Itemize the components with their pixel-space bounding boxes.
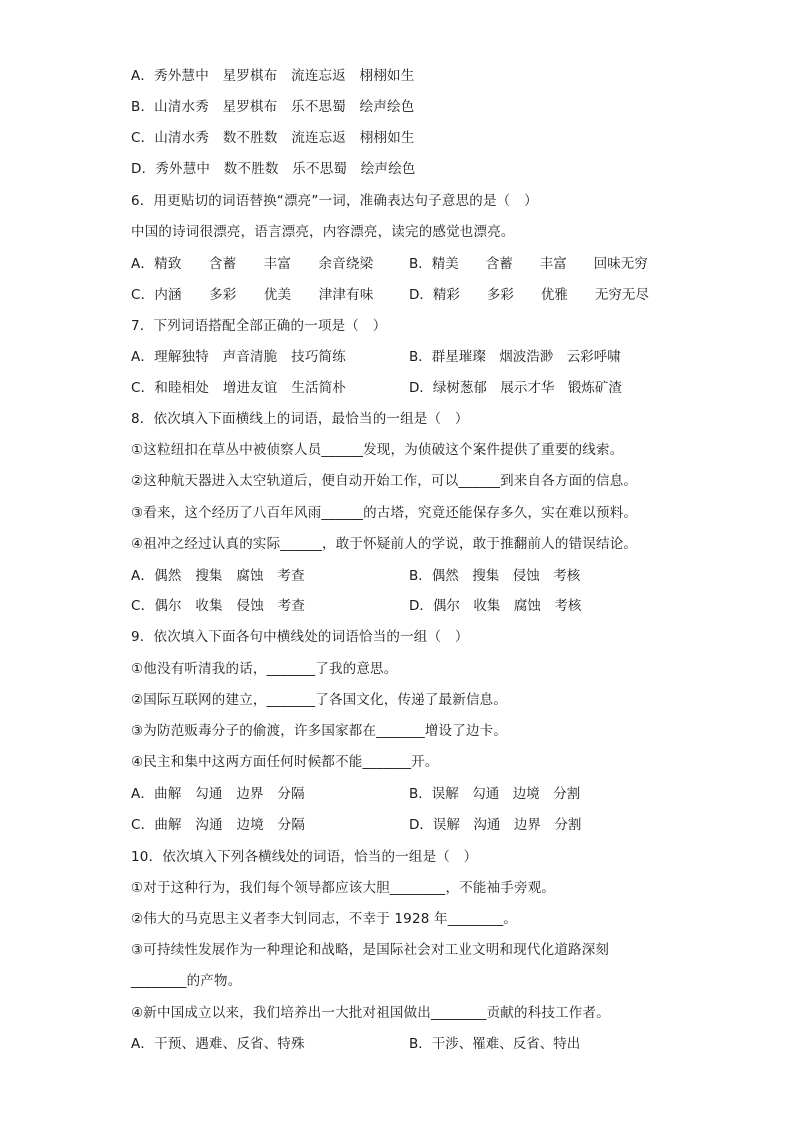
q6-option-c: C．内涵 多彩 优美 津津有味 xyxy=(131,287,374,303)
q8-sentence-3: ③看来，这个经历了八百年风雨______的古塔，究竟还能保存多久，实在难以预料。 xyxy=(131,505,638,521)
q6-sentence: 中国的诗词很漂亮，语言漂亮，内容漂亮，读完的感觉也漂亮。 xyxy=(131,224,515,240)
q9-stem: 9．依次填入下面各句中横线处的词语恰当的一组（ ） xyxy=(131,629,469,645)
q10-sentence-1: ①对于这种行为，我们每个领导都应该大胆________，不能袖手旁观。 xyxy=(131,880,556,896)
q5-option-d: D．秀外慧中 数不胜数 乐不思蜀 绘声绘色 xyxy=(131,161,416,177)
q6-option-b: B．精美 含蓄 丰富 回味无穷 xyxy=(409,256,648,272)
q6-option-d: D．精彩 多彩 优雅 无穷无尽 xyxy=(409,287,649,303)
q6-stem: 6．用更贴切的词语替换“漂亮”一词，准确表达句子意思的是（ ） xyxy=(131,193,538,209)
q5-option-b: B．山清水秀 星罗棋布 乐不思蜀 绘声绘色 xyxy=(131,99,415,115)
q8-option-b: B．偶然 搜集 侵蚀 考核 xyxy=(409,568,581,584)
q8-option-d: D．偶尔 收集 腐蚀 考核 xyxy=(409,598,582,614)
q9-option-d: D．误解 沟通 边界 分割 xyxy=(409,817,582,833)
q7-option-b: B．群星璀璨 烟波浩渺 云彩呼啸 xyxy=(409,349,621,365)
q8-stem: 8．依次填入下面横线上的词语，最恰当的一组是（ ） xyxy=(131,411,469,427)
q8-sentence-1: ①这粒纽扣在草丛中被侦察人员______发现，为侦破这个案件提供了重要的线索。 xyxy=(131,442,624,458)
q9-sentence-2: ②国际互联网的建立，_______了各国文化，传递了最新信息。 xyxy=(131,692,508,708)
q10-sentence-4: ④新中国成立以来，我们培养出一大批对祖国做出________贡献的科技工作者。 xyxy=(131,1005,610,1021)
q5-option-a: A．秀外慧中 星罗棋布 流连忘返 栩栩如生 xyxy=(131,68,415,84)
q9-sentence-4: ④民主和集中这两方面任何时候都不能_______开。 xyxy=(131,754,439,770)
q8-option-a: A．偶然 搜集 腐蚀 考查 xyxy=(131,568,305,584)
q9-sentence-1: ①他没有听清我的话，_______了我的意思。 xyxy=(131,661,398,677)
q8-sentence-4: ④祖冲之经过认真的实际______，敢于怀疑前人的学说，敢于推翻前人的错误结论。 xyxy=(131,536,638,552)
q10-stem: 10．依次填入下列各横线处的词语，恰当的一组是（ ） xyxy=(131,849,478,865)
q7-option-a: A．理解独特 声音清脆 技巧简练 xyxy=(131,349,346,365)
q10-sentence-2: ②伟大的马克思主义者李大钊同志，不幸于 1928 年________。 xyxy=(131,911,518,927)
q7-stem: 7．下列词语搭配全部正确的一项是（ ） xyxy=(131,318,387,334)
q10-option-a: A．干预、遇难、反省、特殊 xyxy=(131,1036,305,1052)
q9-option-a: A．曲解 勾通 边界 分隔 xyxy=(131,786,305,802)
q9-sentence-3: ③为防范贩毒分子的偷渡，许多国家都在_______增设了边卡。 xyxy=(131,723,508,739)
q10-option-b: B．干涉、罹难、反省、特出 xyxy=(409,1036,581,1052)
q6-option-a: A．精致 含蓄 丰富 余音绕梁 xyxy=(131,256,374,272)
q8-option-c: C．偶尔 收集 侵蚀 考查 xyxy=(131,598,306,614)
q10-sentence-3a: ③可持续性发展作为一种理论和战略，是国际社会对工业文明和现代化道路深刻 xyxy=(131,942,610,958)
q9-option-b: B．误解 勾通 边境 分割 xyxy=(409,786,581,802)
q9-option-c: C．曲解 沟通 边境 分隔 xyxy=(131,817,306,833)
q8-sentence-2: ②这种航天器进入太空轨道后，便自动开始工作，可以______到来自各方面的信息。 xyxy=(131,473,638,489)
q7-option-d: D．绿树葱郁 展示才华 锻炼矿渣 xyxy=(409,380,622,396)
q10-sentence-3b: ________的产物。 xyxy=(131,973,242,989)
q7-option-c: C．和睦相处 增进友谊 生活简朴 xyxy=(131,380,347,396)
q5-option-c: C．山清水秀 数不胜数 流连忘返 栩栩如生 xyxy=(131,130,415,146)
